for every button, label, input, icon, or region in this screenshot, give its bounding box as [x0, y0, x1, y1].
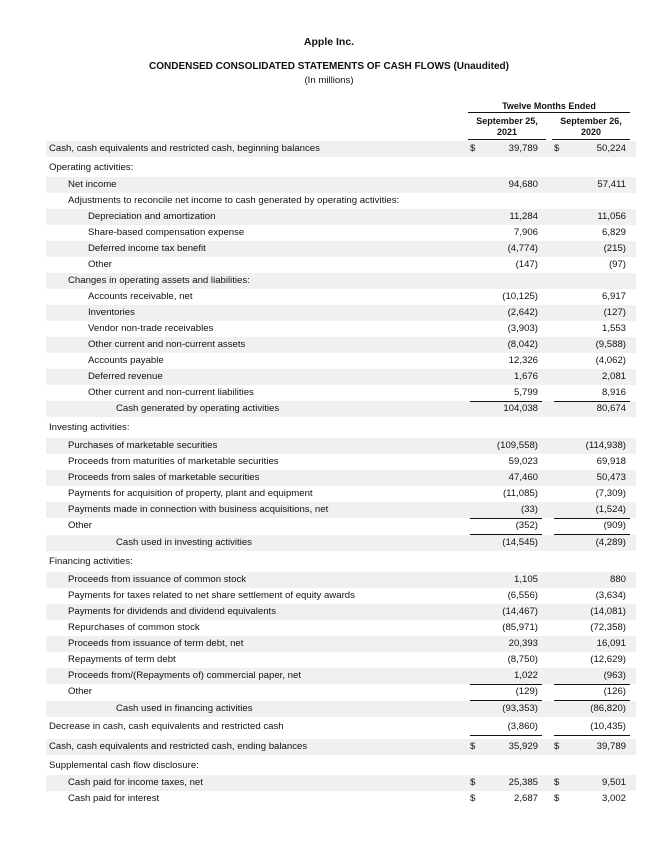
table-row: [46, 636, 636, 652]
value-2021: (8,750): [507, 654, 538, 665]
value-2020: (1,524): [595, 504, 626, 515]
table-row: [46, 739, 636, 755]
table-row: [46, 289, 636, 305]
row-label: Other: [68, 520, 92, 531]
table-row: [46, 668, 636, 684]
value-2020: 57,411: [597, 179, 626, 190]
value-2021: (352): [515, 520, 538, 531]
value-2020: 1,553: [601, 323, 626, 334]
value-2020: (114,938): [585, 440, 626, 451]
currency-symbol-2020: $: [554, 143, 560, 154]
value-2021: 2,687: [513, 793, 538, 804]
subtotal-rule: [554, 534, 630, 535]
row-label: Purchases of marketable securities: [68, 440, 218, 451]
row-label: Proceeds from maturities of marketable securities: [68, 456, 279, 467]
table-row: [46, 160, 636, 176]
value-2020: 50,473: [596, 472, 626, 483]
value-2021: (11,085): [502, 488, 538, 499]
value-2021: 1,676: [513, 371, 538, 382]
value-2020: 50,224: [596, 143, 626, 154]
table-row: [46, 502, 636, 518]
value-2020: 39,789: [596, 741, 626, 752]
value-2020: (7,309): [595, 488, 626, 499]
row-label: Share-based compensation expense: [88, 227, 245, 238]
subtotal-rule: [470, 401, 542, 402]
table-row: [46, 775, 636, 791]
currency-symbol-2021: $: [470, 793, 476, 804]
table-row: [46, 719, 636, 735]
value-2021: (14,545): [502, 537, 538, 548]
value-2021: 47,460: [508, 472, 538, 483]
value-2020: (86,820): [590, 703, 626, 714]
row-label: Proceeds from issuance of common stock: [68, 574, 247, 585]
table-row: [46, 337, 636, 353]
value-2021: (2,642): [507, 307, 538, 318]
currency-symbol-2020: $: [554, 741, 560, 752]
row-label: Cash paid for interest: [68, 793, 160, 804]
table-row: [46, 535, 636, 551]
row-label: Cash paid for income taxes, net: [68, 777, 203, 788]
table-row: [46, 273, 636, 289]
table-row: [46, 420, 636, 436]
subtotal-rule: [470, 534, 542, 535]
row-label: Deferred income tax benefit: [88, 243, 206, 254]
value-2021: 7,906: [513, 227, 538, 238]
value-2021: 12,326: [508, 355, 538, 366]
table-row: [46, 470, 636, 486]
value-2020: 3,002: [601, 793, 626, 804]
table-row: [46, 620, 636, 636]
row-label: Payments for taxes related to net share settlement of equity awards: [68, 590, 355, 601]
row-label: Payments for dividends and dividend equivalents: [68, 606, 276, 617]
row-label: Other: [88, 259, 112, 270]
table-row: [46, 554, 636, 570]
units-note: (In millions): [304, 75, 354, 86]
value-2020: (4,062): [595, 355, 626, 366]
value-2020: (12,629): [590, 654, 626, 665]
row-label: Cash, cash equivalents and restricted cash, ending balances: [49, 741, 308, 752]
row-label: Cash used in investing activities: [116, 537, 252, 548]
value-2021: 5,799: [513, 387, 538, 398]
value-2021: 11,284: [509, 211, 538, 222]
table-row: [46, 701, 636, 717]
table-row: [46, 193, 636, 209]
value-2020: (215): [603, 243, 626, 254]
table-row: [46, 305, 636, 321]
row-label: Operating activities:: [49, 162, 134, 173]
row-label: Other current and non-current assets: [88, 339, 246, 350]
value-2020: 9,501: [601, 777, 626, 788]
table-row: [46, 385, 636, 401]
value-2020: 16,091: [596, 638, 626, 649]
row-label: Cash used in financing activities: [116, 703, 253, 714]
currency-symbol-2021: $: [470, 741, 476, 752]
subtotal-rule: [554, 700, 630, 701]
value-2021: (14,467): [502, 606, 538, 617]
currency-symbol-2020: $: [554, 777, 560, 788]
value-2020: 69,918: [596, 456, 626, 467]
row-label: Proceeds from/(Repayments of) commercial paper, net: [68, 670, 302, 681]
row-label: Accounts receivable, net: [88, 291, 193, 302]
row-label: Proceeds from sales of marketable securities: [68, 472, 260, 483]
value-2020: (97): [608, 259, 626, 270]
value-2021: (3,860): [507, 721, 538, 732]
value-2020: 2,081: [601, 371, 626, 382]
value-2021: (93,353): [502, 703, 538, 714]
row-label: Other current and non-current liabilities: [88, 387, 254, 398]
table-row: [46, 225, 636, 241]
table-row: [46, 684, 636, 700]
row-label: Financing activities:: [49, 556, 133, 567]
value-2020: (14,081): [590, 606, 626, 617]
value-2021: 35,929: [508, 741, 538, 752]
value-2021: 104,038: [503, 403, 538, 414]
value-2021: (10,125): [502, 291, 538, 302]
value-2020: 6,829: [601, 227, 626, 238]
table-row: [46, 652, 636, 668]
value-2020: (126): [603, 686, 626, 697]
row-label: Changes in operating assets and liabilities:: [68, 275, 250, 286]
table-row: [46, 486, 636, 502]
table-row: [46, 454, 636, 470]
column-header-2020: September 26, 2020: [552, 116, 630, 140]
column-header-2021: September 25, 2021: [468, 116, 546, 140]
value-2020: 80,674: [596, 403, 626, 414]
value-2021: 1,022: [513, 670, 538, 681]
row-label: Payments made in connection with business acquisitions, net: [68, 504, 329, 515]
value-2020: (127): [603, 307, 626, 318]
subtotal-rule: [470, 518, 542, 519]
row-label: Other: [68, 686, 92, 697]
table-row: [46, 588, 636, 604]
value-2021: (3,903): [507, 323, 538, 334]
value-2021: (8,042): [507, 339, 538, 350]
statement-title: CONDENSED CONSOLIDATED STATEMENTS OF CASH FLOWS (Unaudited): [149, 61, 509, 72]
value-2021: 39,789: [508, 143, 538, 154]
subtotal-rule: [554, 684, 630, 685]
table-row: [46, 438, 636, 454]
currency-symbol-2021: $: [470, 777, 476, 788]
table-row: [46, 321, 636, 337]
value-2021: 20,393: [508, 638, 538, 649]
period-header: Twelve Months Ended: [468, 101, 630, 113]
table-row: [46, 518, 636, 534]
subtotal-rule: [554, 401, 630, 402]
value-2020: 11,056: [597, 211, 626, 222]
subtotal-rule: [470, 700, 542, 701]
value-2020: 6,917: [601, 291, 626, 302]
value-2020: 8,916: [601, 387, 626, 398]
value-2021: (4,774): [507, 243, 538, 254]
row-label: Vendor non-trade receivables: [88, 323, 214, 334]
currency-symbol-2021: $: [470, 143, 476, 154]
row-label: Supplemental cash flow disclosure:: [49, 760, 199, 771]
table-row: [46, 572, 636, 588]
row-label: Inventories: [88, 307, 135, 318]
table-row: [46, 209, 636, 225]
value-2021: (147): [515, 259, 538, 270]
row-label: Proceeds from issuance of term debt, net: [68, 638, 244, 649]
table-row: [46, 758, 636, 774]
table-row: [46, 241, 636, 257]
row-label: Net income: [68, 179, 117, 190]
table-row: [46, 369, 636, 385]
row-label: Cash generated by operating activities: [116, 403, 280, 414]
table-row: [46, 177, 636, 193]
value-2021: (109,558): [496, 440, 538, 451]
currency-symbol-2020: $: [554, 793, 560, 804]
value-2021: 59,023: [508, 456, 538, 467]
table-row: [46, 604, 636, 620]
row-label: Deferred revenue: [88, 371, 163, 382]
subtotal-rule: [470, 735, 542, 736]
value-2021: 1,105: [513, 574, 538, 585]
value-2020: (4,289): [595, 537, 626, 548]
row-label: Decrease in cash, cash equivalents and restricted cash: [49, 721, 284, 732]
table-row: [46, 141, 636, 157]
row-label: Payments for acquisition of property, plant and equipment: [68, 488, 313, 499]
row-label: Repayments of term debt: [68, 654, 176, 665]
value-2020: (72,358): [590, 622, 626, 633]
company-name: Apple Inc.: [303, 36, 355, 48]
row-label: Repurchases of common stock: [68, 622, 200, 633]
row-label: Adjustments to reconcile net income to cash generated by operating activities:: [68, 195, 400, 206]
value-2020: (909): [603, 520, 626, 531]
table-row: [46, 257, 636, 273]
table-row: [46, 791, 636, 807]
row-label: Accounts payable: [88, 355, 164, 366]
subtotal-rule: [554, 518, 630, 519]
value-2021: (85,971): [502, 622, 538, 633]
value-2021: (6,556): [507, 590, 538, 601]
value-2020: 880: [609, 574, 626, 585]
value-2020: (9,588): [595, 339, 626, 350]
value-2021: 94,680: [508, 179, 538, 190]
subtotal-rule: [470, 684, 542, 685]
value-2021: 25,385: [508, 777, 538, 788]
value-2020: (963): [603, 670, 626, 681]
value-2021: (129): [515, 686, 538, 697]
value-2021: (33): [520, 504, 538, 515]
row-label: Investing activities:: [49, 422, 130, 433]
row-label: Depreciation and amortization: [88, 211, 216, 222]
table-row: [46, 401, 636, 417]
subtotal-rule: [554, 735, 630, 736]
value-2020: (10,435): [590, 721, 626, 732]
row-label: Cash, cash equivalents and restricted cash, beginning balances: [49, 143, 320, 154]
table-row: [46, 353, 636, 369]
value-2020: (3,634): [595, 590, 626, 601]
